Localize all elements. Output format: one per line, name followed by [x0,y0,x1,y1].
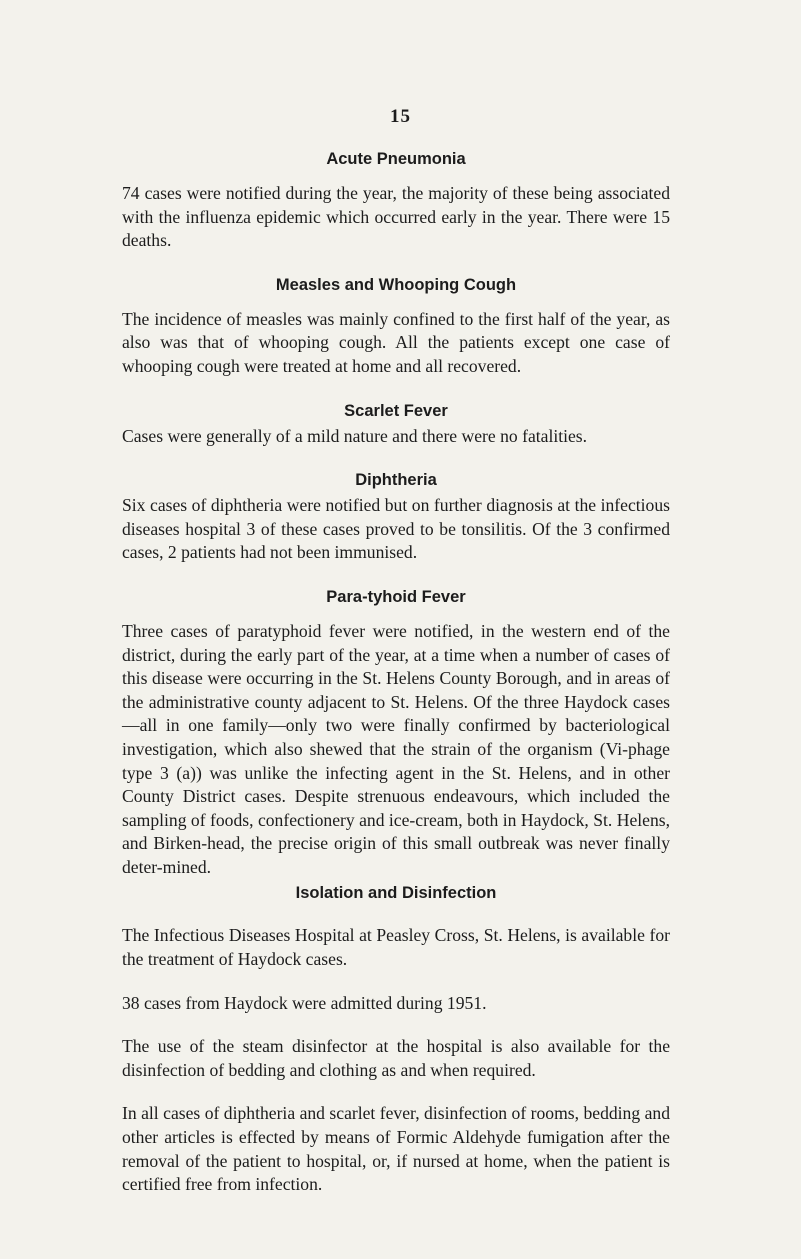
page-content [122,148,670,1197]
section-heading-isolation: Isolation and Disinfection [295,884,497,903]
paragraph-isolation-2: 38 cases from Haydock were admitted during 1951. [122,992,487,1013]
paragraph-acute-pneumonia: 74 cases were notified during the year, the majority of these being associated with the influenza epidemic which occurred early in the year. There were 15 deaths. [122,183,670,251]
page-number: 15 [390,106,411,127]
section-heading-acute-pneumonia: Acute Pneumonia [326,150,466,168]
paragraph-paratyphoid: Three cases of paratyphoid fever were notified, in the western end of the district, during the early part of the year, at a time when a number of cases of this disease were occurring in the St. Helens County Borough, and in areas of the administrative county adjacent to St. Helens. Of the three Haydock cases—all in one family—only two were finally confirmed by bacteriological investigation, which also shewed that the strain of the organism (Vi-phage type 3 (a)) was unlike the infecting agent in the St. Helens, and in other County District cases. Despite strenuous endeavours, which included the sampling of foods, confectionery and ice-cream, both in Haydock, St. Helens, and Birken-head, the precise origin of this small outbreak was never finally deter-mined. [122,620,670,877]
paragraph-scarlet-fever: Cases were generally of a mild nature and there were no fatalities. [122,425,588,446]
section-heading-paratyphoid: Para-tyhoid Fever [326,587,466,606]
section-heading-measles: Measles and Whooping Cough [275,275,517,294]
paragraph-diphtheria: Six cases of diphtheria were notified but on further diagnosis at the infectious diseases hospital 3 of these cases proved to be tonsilitis. Of the 3 confirmed cases, 2 patients had not been immunised. [122,495,670,563]
section-heading-scarlet-fever: Scarlet Fever [344,401,448,420]
paragraph-isolation-3: The use of the steam disinfector at the hospital is also available for the disinfection of bedding and clothing as and when required. [122,1036,670,1080]
section-heading-diphtheria: Diphtheria [355,471,437,490]
paragraph-isolation-1: The Infectious Diseases Hospital at Peasley Cross, St. Helens, is available for the treatment of Haydock cases. [122,925,670,970]
paragraph-measles: The incidence of measles was mainly confined to the first half of the year, as also was that of whooping cough. All the patients except one case of whooping cough were treated at home and all recovered. [122,308,670,376]
paragraph-isolation-4: In all cases of diphtheria and scarlet fever, disinfection of rooms, bedding and other articles is effected by means of Formic Aldehyde fumigation after the removal of the patient to hospital, or, if nursed at home, when the patient is certified free from infection. [122,1103,670,1195]
